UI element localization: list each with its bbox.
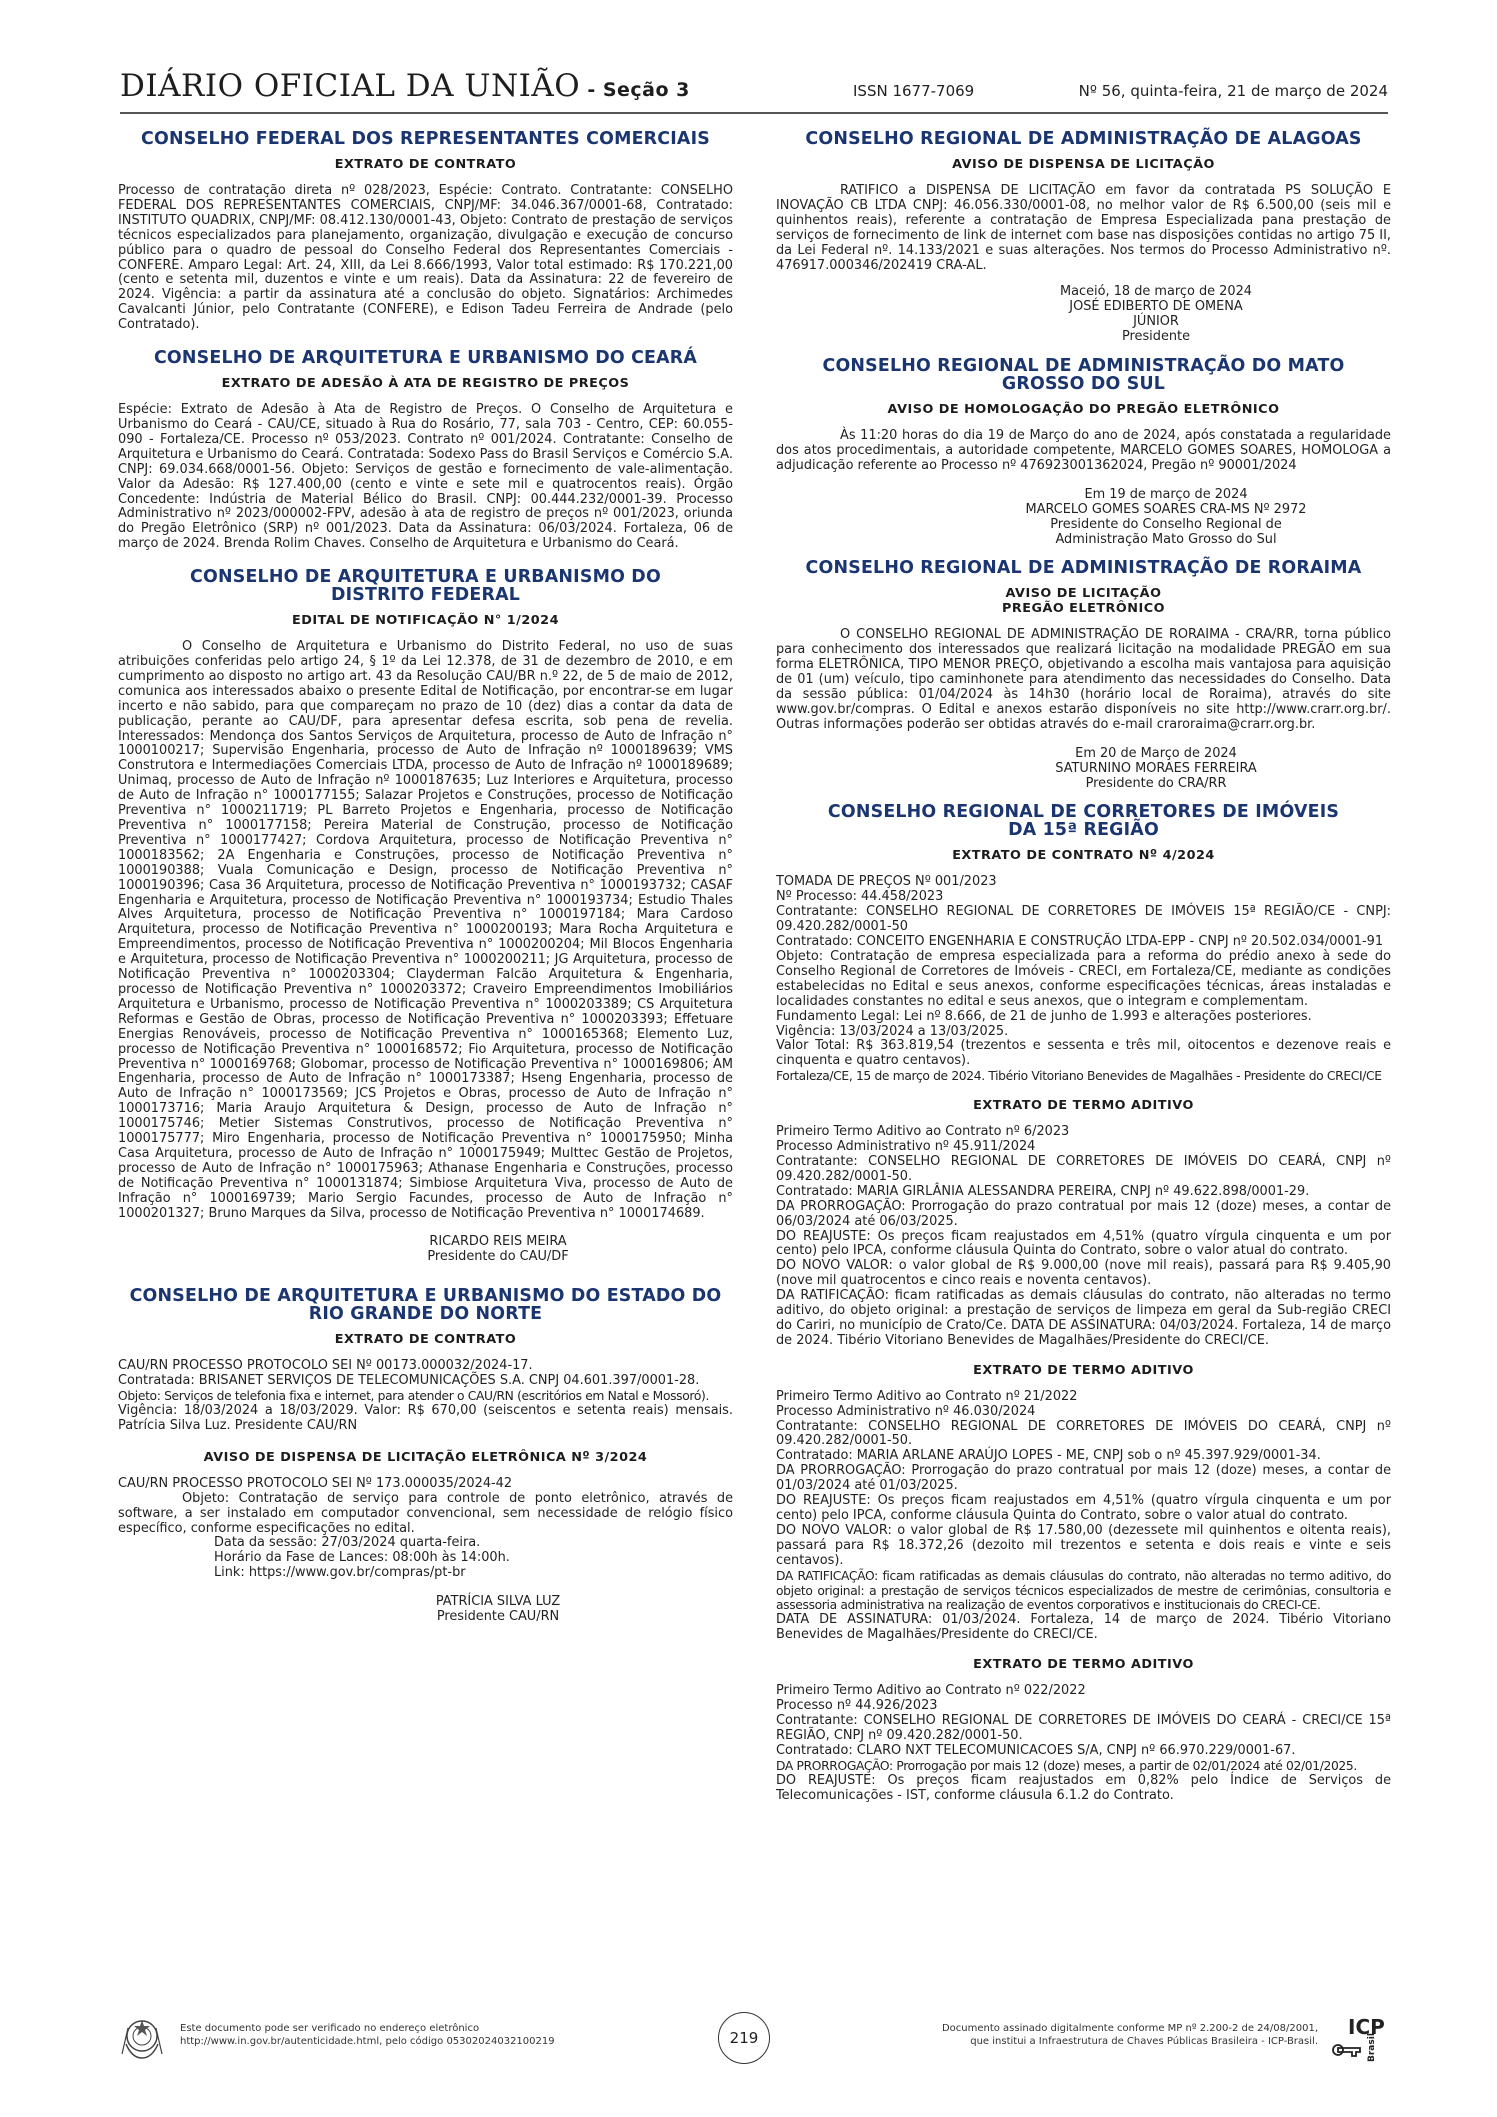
- signatory-name: SATURNINO MORAES FERREIRA: [1055, 760, 1257, 776]
- body-line: Contratado: MARIA ARLANE ARAÚJO LOPES - ME, CNPJ sob o nº 45.397.929/0001-34.: [776, 1448, 1321, 1464]
- section-body: Espécie: Extrato de Adesão à Ata de Registro de Preços. O Conselho de Arquitetura e Urbanismo do Ceará - CAU/CE, situado à Rua do Rosário, 77, sala 703 - Centro, CEP: 60.055-090 - Fortaleza/CE. Processo nº 053/2023. Contrato nº 001/2024. Contratante: Conselho de Arquitetura e Urbanismo do Ceará. Contratada: Sodexo Pass do Brasil Serviços e Comércio S.A. CNPJ: 69.034.668/0001-56. Objeto: Serviços de gestão e fornecimento de vale-alimentação. Valor da Adesão: R$ 127.400,00 (cento e vinte e sete mil e quatrocentos reais). Órgão Concedente: Indústria de Material Bélico do Brasil. CNPJ: 00.444.232/0001-39. Processo Administrativo nº 2023/000002-FPV, adesão à ata de registro de preços nº 001/2023, oriunda do Pregão Eletrônico (SRP) nº 001/2023. Data da Assinatura: 06/03/2024. Fortaleza, 06 de março de 2024. Brenda Rolim Chaves. Conselho de Arquitetura e Urbanismo do Ceará.: [118, 402, 733, 552]
- body-line: Contratante: CONSELHO REGIONAL DE CORRETORES DE IMÓVEIS DO CEARÁ - CRECI/CE 15ª REGIÃO, CNPJ nº 09.420.282/0001-50.: [776, 1712, 1391, 1743]
- session-link: Link: https://www.gov.br/compras/pt-br: [214, 1565, 466, 1581]
- section-subtitle: EXTRATO DE TERMO ADITIVO: [973, 1098, 1194, 1114]
- signatory-role: Presidente do CRA/RR: [1085, 775, 1227, 791]
- signatory-role: Presidente: [1121, 329, 1191, 345]
- signatory-role: Presidente do CAU/DF: [427, 1249, 569, 1265]
- page-number: 219: [718, 2012, 770, 2064]
- body-line: Valor Total: R$ 363.819,54 (trezentos e sessenta e três mil, oitocentos e dezenove reais e cinquenta e quatro centavos).: [776, 1038, 1391, 1069]
- body-line: Contratado: CONCEITO ENGENHARIA E CONSTRUÇÃO LTDA-EPP - CNPJ nº 20.502.034/0001-91: [776, 934, 1384, 950]
- signatory-name: PATRÍCIA SILVA LUZ: [435, 1594, 561, 1610]
- coat-of-arms-icon: [118, 2014, 166, 2062]
- place-date: Em 19 de março de 2024: [1084, 486, 1248, 502]
- section-subtitle: EXTRATO DE CONTRATO: [334, 1332, 517, 1348]
- body-line: Processo nº 44.926/2023: [776, 1698, 938, 1714]
- section-label: - Seção 3: [580, 79, 690, 101]
- section-subtitle: PREGÃO ELETRÔNICO: [1001, 601, 1166, 617]
- verification-url: http://www.in.gov.br/autenticidade.html, pelo código 05302024032100219: [180, 2036, 555, 2047]
- body-line: DA PRORROGAÇÃO: Prorrogação por mais 12 (doze) meses, a partir de 02/01/2024 até 02/01/2025.: [776, 1758, 1357, 1773]
- place-date: Maceió, 18 de março de 2024: [1060, 284, 1252, 300]
- right-column: [776, 130, 1391, 1803]
- body-line: DATA DE ASSINATURA: 01/03/2024. Fortaleza, 14 de março de 2024. Tibério Vitoriano Benevides de Magalhães/Presidente do CRECI/CE.: [776, 1612, 1391, 1643]
- body-line: Contratante: CONSELHO REGIONAL DE CORRETORES DE IMÓVEIS DO CEARÁ, CNPJ nº 09.420.282/0001-50.: [776, 1418, 1391, 1449]
- section-title: CONSELHO FEDERAL DOS REPRESENTANTES COMERCIAIS: [141, 129, 710, 149]
- signature-block: [418, 1595, 578, 1625]
- body-line: DA PRORROGAÇÃO: Prorrogação do prazo contratual por mais 12 (doze) meses, a contar de 01/03/2024 até 01/03/2025.: [776, 1463, 1391, 1494]
- signature-text: Documento assinado digitalmente conforme MP nº 2.200-2 de 24/08/2001,: [941, 2023, 1318, 2034]
- session-date: Data da sessão: 27/03/2024 quarta-feira.: [214, 1535, 481, 1551]
- section-body: RATIFICO a DISPENSA DE LICITAÇÃO em favor da contratada PS SOLUÇÃO E INOVAÇÃO CB LTDA CNPJ: 46.056.330/0001-08, no melhor valor de R$ 6.500,00 (seis mil e quinhentos reais), referente a contratação de Empresa Especializada pana prestação de serviços de fornecimento de link de internet com base nas disposições contidas no artigo 75 II, da Lei Federal nº. 14.133/2021 e suas alterações. Nos termos do Processo Administrativo nº. 476917.000346/202419 CRA-AL.: [776, 183, 1391, 273]
- body-line: CAU/RN PROCESSO PROTOCOLO SEI Nº 173.000035/2024-42: [118, 1475, 513, 1491]
- body-line: Contratada: BRISANET SERVIÇOS DE TELECOMUNICAÇÕES S.A. CNPJ 04.601.397/0001-28.: [118, 1373, 700, 1389]
- body-line: DA PRORROGAÇÃO: Prorrogação do prazo contratual por mais 12 (doze) meses, a contar de 06/03/2024 até 06/03/2025.: [776, 1198, 1391, 1229]
- body-line: DO NOVO VALOR: o valor global de R$ 17.580,00 (dezessete mil quinhentos e oitenta reais), passará para R$ 18.372,26 (dezoito mil trezentos e setenta e dois reais e vinte e seis centavos).: [776, 1522, 1391, 1568]
- signature-block: [418, 1235, 578, 1265]
- body-line: DA RATIFICAÇÃO: ficam ratificadas as demais cláusulas do contrato, não alteradas no termo aditivo, do objeto original: a prestação de serviços de limpeza em geral da Sub-região CRECI do Cariri, no município de Crato/Ce. DATA DE ASSINATURA: 04/03/2024. Fortaleza, 14 de março de 2024. Tibério Vitoriano Benevides de Magalhães/Presidente do CRECI/CE.: [776, 1288, 1391, 1348]
- page-footer: [118, 2012, 1388, 2072]
- left-column: [118, 130, 733, 1637]
- section-body: Às 11:20 horas do dia 19 de Março do ano de 2024, após constatada a regularidade dos atos procedimentais, a autoridade competente, MARCELO GOMES SOARES, HOMOLOGA a adjudicação referente ao Processo nº 476923001362024, Pregão nº 90001/2024: [776, 428, 1391, 473]
- body-line: Contratado: CLARO NXT TELECOMUNICACOES S/A, CNPJ nº 66.970.229/0001-67.: [776, 1742, 1296, 1758]
- body-line: TOMADA DE PREÇOS Nº 001/2023: [776, 874, 997, 890]
- section-title: CONSELHO REGIONAL DE CORRETORES DE IMÓVEIS DA 15ª REGIÃO: [827, 802, 1340, 841]
- signatory-name: RICARDO REIS MEIRA: [429, 1234, 567, 1250]
- body-line: Primeiro Termo Aditivo ao Contrato nº 6/2023: [776, 1124, 1070, 1140]
- section-subtitle: EXTRATO DE CONTRATO Nº 4/2024: [952, 848, 1215, 864]
- signature-block: [1046, 285, 1266, 345]
- body-line: Contratante: CONSELHO REGIONAL DE CORRETORES DE IMÓVEIS DO CEARÁ, CNPJ nº 09.420.282/0001-50.: [776, 1153, 1391, 1184]
- session-details: [118, 1536, 733, 1581]
- body-line: Processo Administrativo nº 46.030/2024: [776, 1403, 1036, 1419]
- body-line: Contratante: CONSELHO REGIONAL DE CORRETORES DE IMÓVEIS 15ª REGIÃO/CE - CNPJ: 09.420.282/0001-50: [776, 904, 1391, 935]
- section-subtitle: AVISO DE HOMOLOGAÇÃO DO PREGÃO ELETRÔNICO: [887, 402, 1280, 418]
- body-line: Objeto: Serviços de telefonia fixa e internet, para atender o CAU/RN (escritórios em Natal e Mossoró).: [118, 1389, 710, 1404]
- signatory-name: JOSÉ EDIBERTO DE OMENA JÚNIOR: [1069, 299, 1243, 330]
- masthead: [120, 66, 1388, 114]
- section-subtitle: EXTRATO DE TERMO ADITIVO: [973, 1362, 1194, 1378]
- body-line: Objeto: Contratação de empresa especializada para a reforma do prédio anexo à sede do Conselho Regional de Corretores de Imóveis - CRECI, em Fortaleza/CE, mediante as condições estabelecidas no Edital e seus anexos, conforme especificações técnicas, áreas instaladas e localidades constantes no edital e seus anexos, que o integram e complementam.: [776, 949, 1391, 1009]
- section-title: CONSELHO DE ARQUITETURA E URBANISMO DO CEARÁ: [153, 348, 698, 369]
- section-title: CONSELHO REGIONAL DE ADMINISTRAÇÃO DE RORAIMA: [805, 558, 1362, 579]
- signature-note: [942, 2022, 1318, 2048]
- place-date: Em 20 de Março de 2024: [1075, 745, 1237, 761]
- section-title: CONSELHO DE ARQUITETURA E URBANISMO DO ESTADO DO RIO GRANDE DO NORTE: [129, 1286, 722, 1325]
- section-title: CONSELHO REGIONAL DE ADMINISTRAÇÃO DO MATO GROSSO DO SUL: [822, 356, 1345, 395]
- body-line: Vigência: 13/03/2024 a 13/03/2025.: [776, 1023, 1009, 1039]
- signature-block: [1046, 747, 1266, 792]
- body-line: Fundamento Legal: Lei nº 8.666, de 21 de junho de 1.993 e alterações posteriores.: [776, 1008, 1312, 1024]
- section-subtitle: EXTRATO DE ADESÃO À ATA DE REGISTRO DE PREÇOS: [221, 376, 630, 392]
- issn: ISSN 1677-7069: [853, 82, 975, 100]
- body-line: Vigência: 18/03/2024 a 18/03/2029. Valor: R$ 670,00 (seiscentos e setenta reais) mensais. Patrícia Silva Luz. Presidente CAU/RN: [118, 1403, 733, 1433]
- signatory-role: Presidente CAU/RN: [436, 1609, 560, 1625]
- section-body: O CONSELHO REGIONAL DE ADMINISTRAÇÃO DE RORAIMA - CRA/RR, torna público para conhecimento dos interessados que realizará licitação na modalidade PREGÃO em sua forma ELETRÔNICA, TIPO MENOR PREÇO, objetivando a escolha mais vantajosa para aquisição de 01 (um) veículo, tipo caminhonete para atendimento das necessidades do Conselho. Data da sessão pública: 01/04/2024 às 14h30 (horário local de Roraima), através do site www.gov.br/compras. O Edital e anexos estarão disponíveis no site http://www.crarr.org.br/. Outras informações poderão ser obtidas através do e-mail craroraima@crarr.org.br.: [776, 627, 1391, 732]
- icp-brasil-logo-icon: [1330, 2012, 1388, 2068]
- issue-date: Nº 56, quinta-feira, 21 de março de 2024: [1078, 82, 1388, 100]
- signature-block: [1016, 488, 1316, 548]
- body-line: CAU/RN PROCESSO PROTOCOLO SEI Nº 00173.000032/2024-17.: [118, 1358, 533, 1374]
- svg-text:ICP: ICP: [1348, 2015, 1385, 2039]
- section-body: O Conselho de Arquitetura e Urbanismo do Distrito Federal, no uso de suas atribuições conferidas pelo artigo 24, § 1º da Lei 12.378, de 31 de dezembro de 2010, e em cumprimento ao disposto no artigo art. 43 da Resolução CAU/BR n.º 22, de 5 de maio de 2012, comunica aos interessados abaixo o presente Edital de Notificação, por encontrar-se em lugar incerto e não sabido, para que compareçam no prazo de 10 (dez) dias a contar da data de publicação, perante ao CAU/DF, para apresentar defesa escrita, sob pena de revelia. Interessados: Mendonça dos Santos Serviços de Arquitetura, processo de Auto de Infração n° 1000100217; Supervisão Engenharia, processo de Auto de Infração nº 1000189639; VMS Construtora e Intermediações Comerciais LTDA, processo de Auto de Infração nº 1000189689; Unimaq, processo de Auto de Infração nº 1000187635; Luz Interiores e Arquitetura, processo de Auto de Infração n° 1000177155; Salazar Projetos e Construções, processo de Notificação Preventiva n° 1000211719; PL Barreto Projetos e Engenharia, processo de Notificação Preventiva n° 1000177158; Pereira Material de Construção, processo de Notificação Preventiva n° 1000177427; Cordova Arquitetura, processo de Notificação Preventiva n° 1000183562; 2A Engenharia e Construções, processo de Notificação Preventiva n° 1000190388; Vuala Comunicação e Design, processo de Notificação Preventiva n° 1000190396; Casa 36 Arquitetura, processo de Notificação Preventiva n° 1000193732; CASAF Engenharia e Arquitetura, processo de Notificação Preventiva n° 1000193734; Estudio Thales Alves Arquitetura, processo de Notificação Preventiva n° 1000197184; Mara Cardoso Arquitetura, processo de Notificação Preventiva n° 1000200193; Mara Rocha Arquitetura e Empreendimentos, processo de Notificação Preventiva n° 1000200204; Mil Blocos Engenharia e Arquitetura, processo de Notificação Preventiva n° 1000200211; JG Arquitetura, processo de Notificação Preventiva n° 1000203304; Clayderman Falcão Arquitetura & Engenharia, processo de Notificação Preventiva n° 1000203372; Craveiro Empreendimentos Imobiliários Arquitetura e Urbanismo, processo de Notificação Preventiva n° 1000203389; CS Arquitetura Reformas e Gestão de Obras, processo de Notificação Preventiva n° 1000203393; Effetuare Energias Renováveis, processo de Notificação Preventiva n° 1000165368; Elemento Luz, processo de Notificação Preventiva n° 1000168572; Fio Arquitetura, processo de Notificação Preventiva n° 1000169768; Globomar, processo de Notificação Preventiva n° 1000169806; AM Engenharia, processo de Auto de Infração n° 1000173387; Hseng Engenharia, processo de Auto de Infração n° 1000173569; JCS Projetos e Obras, processo de Auto de Infração n° 1000173716; Maria Araujo Arquitetura & Design, processo de Auto de Infração n° 1000175746; Metier Sistemas Construtivos, processo de Notificação Preventiva n° 1000175777; Miro Engenharia, processo de Notificação Preventiva n° 1000175950; Minha Casa Arquitetura, processo de Auto de Infração n° 1000175949; Multtec Gestão de Projetos, processo de Auto de Infração n° 1000175963; Athanase Engenharia e Construções, processo de Notificação Preventiva n° 1000131874; Simbiose Arquitetura Viva, processo de Auto de Infração n° 1000169739; Mario Sergio Facundes, processo de Auto de Infração n° 1000201327; Bruno Marques da Silva, processo de Notificação Preventiva n° 1000174689.: [118, 639, 733, 1221]
- body-line: Fortaleza/CE, 15 de março de 2024. Tibério Vitoriano Benevides de Magalhães - Presidente do CRECI/CE: [776, 1069, 1382, 1084]
- body-line: Primeiro Termo Aditivo ao Contrato nº 21/2022: [776, 1388, 1078, 1404]
- body-line: DO REAJUSTE: Os preços ficam reajustados em 4,51% (quatro vírgula cinquenta e um por cento) pelo IPCA, conforme cláusula Quinta do Contrato, sobre o valor atual do contrato.: [776, 1228, 1391, 1259]
- body-line: Nº Processo: 44.458/2023: [776, 889, 944, 905]
- section-subtitle: AVISO DE DISPENSA DE LICITAÇÃO: [952, 157, 1215, 172]
- body-line: Contratado: MARIA GIRLÂNIA ALESSANDRA PEREIRA, CNPJ nº 49.622.898/0001-29.: [776, 1183, 1310, 1199]
- body-line: DO REAJUSTE: Os preços ficam reajustados em 4,51% (quatro vírgula cinquenta e um por cento) pelo IPCA, conforme cláusula Quinta do Contrato, sobre o valor atual do contrato.: [776, 1493, 1391, 1523]
- svg-text:Brasil: Brasil: [1367, 2033, 1377, 2062]
- body-line: Processo Administrativo nº 45.911/2024: [776, 1139, 1036, 1155]
- section-subtitle: AVISO DE DISPENSA DE LICITAÇÃO ELETRÔNICA Nº 3/2024: [203, 1449, 648, 1465]
- body-line: Objeto: Contratação de serviço para controle de ponto eletrônico, através de software, a ser instalado em computador convencional, sem necessidade de relógio físico específico, conforme especificações no edital.: [118, 1490, 733, 1536]
- body-line: DO REAJUSTE: Os preços ficam reajustados em 0,82% pelo Índice de Serviços de Telecomunicações - IST, conforme cláusula 6.1.2 do Contrato.: [776, 1772, 1391, 1803]
- verification-note: [180, 2022, 555, 2048]
- session-time: Horário da Fase de Lances: 08:00h às 14:00h.: [214, 1550, 510, 1566]
- signature-text-2: que institui a Infraestrutura de Chaves Públicas Brasileira - ICP-Brasil.: [970, 2036, 1318, 2047]
- section-subtitle: EXTRATO DE TERMO ADITIVO: [973, 1657, 1194, 1673]
- section-subtitle: EDITAL DE NOTIFICAÇÃO N° 1/2024: [292, 613, 559, 629]
- publication-title: DIÁRIO OFICIAL DA UNIÃO - Seção 3: [120, 68, 690, 104]
- section-title: CONSELHO REGIONAL DE ADMINISTRAÇÃO DE ALAGOAS: [805, 129, 1362, 149]
- section-body: Processo de contratação direta nº 028/2023, Espécie: Contrato. Contratante: CONSELHO FEDERAL DOS REPRESENTANTES COMERCIAIS, CNPJ/MF: 34.046.367/0001-68, Contratado: INSTITUTO QUADRIX, CNPJ/MF: 08.412.130/0001-43, Objeto: Contrato de prestação de serviços técnicos especializados para planejamento, organização, divulgação e execução de concurso público para o quadro de pessoal do Conselho Federal dos Representantes Comerciais - CONFERE. Amparo Legal: Art. 24, XIII, da Lei 8.666/1993, Valor total estimado: R$ 170.221,00 (cento e setenta mil, duzentos e vinte e um reais). Data da Assinatura: 22 de fevereiro de 2024. Vigência: a partir da assinatura até a conclusão do objeto. Signatários: Archimedes Cavalcanti Júnior, pelo Contratante (CONFERE), e Edison Tadeu Ferreira de Andrade (pelo Contratado).: [118, 183, 733, 333]
- body-line: DO NOVO VALOR: o valor global de R$ 9.000,00 (nove mil reais), passará para R$ 9.405,90 (nove mil quatrocentos e cinco reais e noventa centavos).: [776, 1258, 1391, 1289]
- section-subtitle: AVISO DE LICITAÇÃO: [1005, 586, 1162, 602]
- signatory-role: Presidente do Conselho Regional de Administração Mato Grosso do Sul: [1050, 516, 1282, 547]
- section-subtitle: EXTRATO DE CONTRATO: [334, 157, 517, 172]
- verification-text: Este documento pode ser verificado no endereço eletrônico: [180, 2023, 480, 2034]
- body-line: DA RATIFICAÇÃO: ficam ratificadas as demais cláusulas do contrato, não alteradas no termo aditivo, do objeto original: a prestação de serviços técnicos especializados de mestre de cerimônias, consultoria e assessoria administrativa na realização de eventos corporativos e institucionais do CRECI-CE.: [776, 1568, 1391, 1613]
- section-title: CONSELHO DE ARQUITETURA E URBANISMO DO DISTRITO FEDERAL: [190, 567, 661, 606]
- signatory-name: MARCELO GOMES SOARES CRA-MS Nº 2972: [1025, 501, 1307, 517]
- body-line: Primeiro Termo Aditivo ao Contrato nº 022/2022: [776, 1683, 1086, 1699]
